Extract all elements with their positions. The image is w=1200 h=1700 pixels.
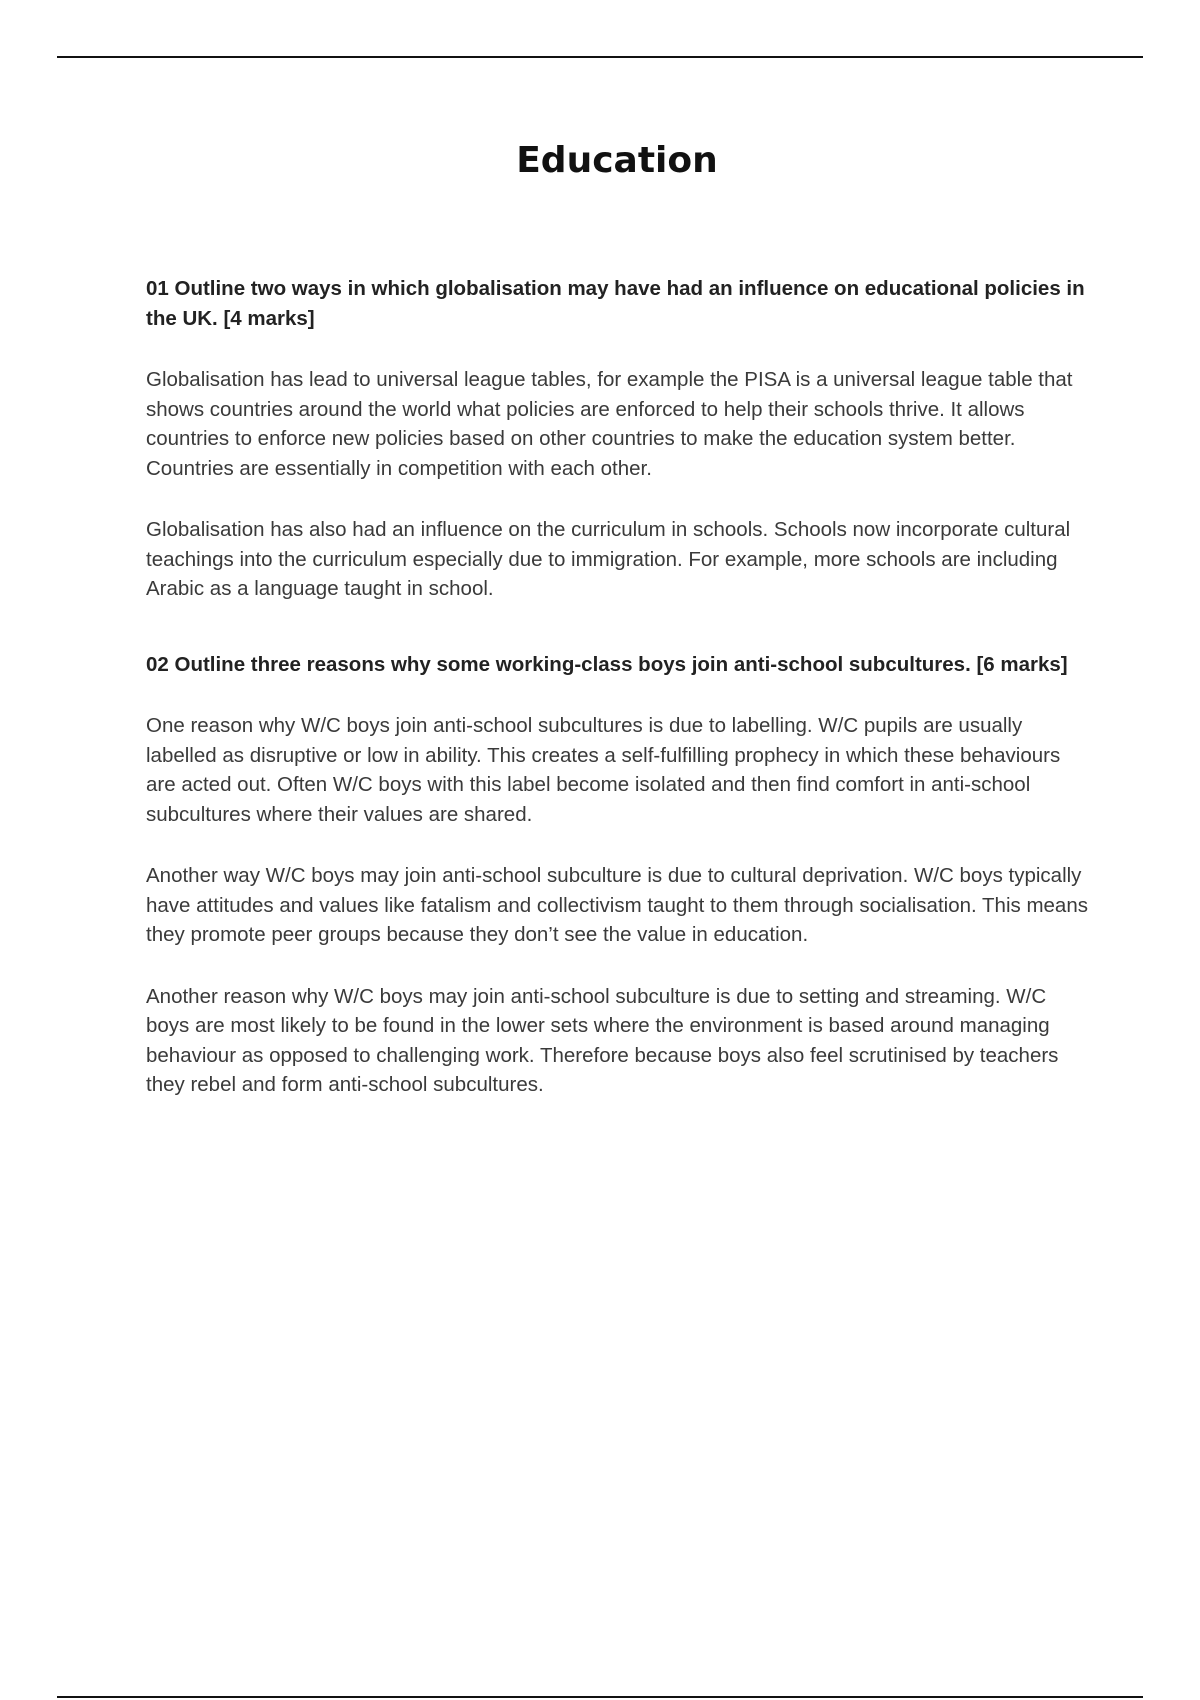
question-heading: 01 Outline two ways in which globalisation may have had an influence on educational policies in the UK. [4 marks] [146,277,1085,330]
footer-rule [57,1696,1143,1698]
answer-paragraph: Another reason why W/C boys may join anti-school subculture is due to setting and streaming. W/C boys are most likely to be found in the lower sets where the environment is based around managing behaviour as opposed to challenging work. Therefore because boys also feel scrutinised by teachers they rebel and form anti-school subcultures. [146,984,1059,1096]
answer-paragraph: Globalisation has lead to universal league tables, for example the PISA is a universal league table that shows countries around the world what policies are enforced to help their schools thrive. It allows countries to enforce new policies based on other countries to make the education system better. Countries are essentially in competition with each other. [146,368,1073,480]
header-rule [57,56,1143,58]
document-body [146,274,1091,1132]
question-heading: 02 Outline three reasons why some working-class boys join anti-school subcultures. [6 marks] [146,652,1068,676]
answer-paragraph: Another way W/C boys may join anti-school subculture is due to cultural deprivation. W/C boys typically have attitudes and values like fatalism and collectivism taught to them through socialisation. This means they promote peer groups because they don’t see the value in education. [146,864,1088,946]
answer-paragraph: Globalisation has also had an influence on the curriculum in schools. Schools now incorporate cultural teachings into the curriculum especially due to immigration. For example, more schools are including Arabic as a language taught in school. [146,518,1071,600]
answer-paragraph: One reason why W/C boys join anti-school subcultures is due to labelling. W/C pupils are usually labelled as disruptive or low in ability. This creates a self-fulfilling prophecy in which these behaviours are acted out. Often W/C boys with this label become isolated and then find comfort in anti-school subcultures where their values are shared. [146,714,1061,826]
page-title: Education [516,140,718,181]
section-spacer [146,636,1091,650]
